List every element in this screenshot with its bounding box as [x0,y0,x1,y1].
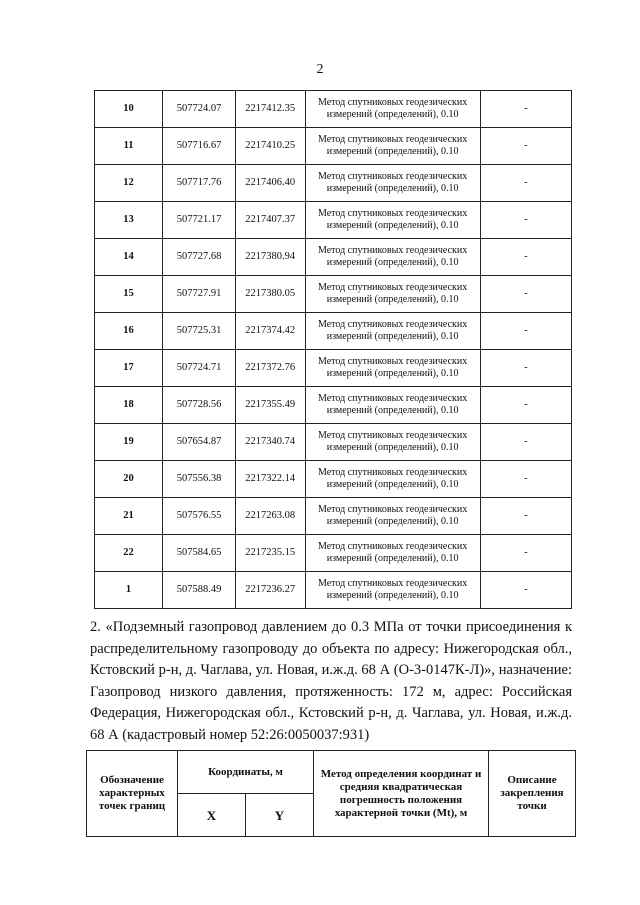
table-row [95,572,572,609]
method-cell: Метод спутниковых геодезических измерений (определений), 0.10 [305,239,480,276]
x-coordinate-cell: 507654.87 [163,424,236,461]
description-cell: - [480,276,571,313]
description-cell: - [480,91,571,128]
header-row-1 [87,751,576,794]
table-row [95,239,572,276]
table-row [95,128,572,165]
x-coordinate-cell: 507728.56 [163,387,236,424]
table-row [95,165,572,202]
description-cell: - [480,387,571,424]
y-coordinate-cell: 2217407.37 [235,202,305,239]
point-number-cell: 22 [95,535,163,572]
table-row [95,387,572,424]
y-coordinate-cell: 2217374.42 [235,313,305,350]
description-cell: - [480,498,571,535]
method-cell: Метод спутниковых геодезических измерений (определений), 0.10 [305,535,480,572]
y-coordinate-cell: 2217340.74 [235,424,305,461]
point-number-cell: 17 [95,350,163,387]
table-row [95,498,572,535]
description-cell: - [480,202,571,239]
point-number-cell: 10 [95,91,163,128]
x-coordinate-cell: 507716.67 [163,128,236,165]
point-number-cell: 11 [95,128,163,165]
y-coordinate-cell: 2217263.08 [235,498,305,535]
header-description: Описание закрепления точки [489,751,576,837]
description-cell: - [480,535,571,572]
method-cell: Метод спутниковых геодезических измерений (определений), 0.10 [305,572,480,609]
point-number-cell: 14 [95,239,163,276]
coordinates-table-body [95,91,572,609]
description-cell: - [480,165,571,202]
x-coordinate-cell: 507724.07 [163,91,236,128]
method-cell: Метод спутниковых геодезических измерений (определений), 0.10 [305,424,480,461]
description-cell: - [480,461,571,498]
header-method: Метод определения координат и средняя квадратическая погрешность положения характерной точки (Mt), м [314,751,489,837]
method-cell: Метод спутниковых геодезических измерений (определений), 0.10 [305,498,480,535]
method-cell: Метод спутниковых геодезических измерений (определений), 0.10 [305,461,480,498]
object-description-paragraph: 2. «Подземный газопровод давлением до 0.3 МПа от точки присоединения к распределительному газопроводу до объекта по адресу: Нижегородская обл., Кстовский р-н, д. Чаглава, ул. Новая, и.ж.д. 68 А (О-3-0147К-Л)», назначение: Газопровод низкого давления, протяженность: 172 м, адрес: Российская Федерация, Нижегородская обл., Кстовский р-н, д. Чаглава, ул. Новая, и.ж.д. 68 А (кадастровый номер 52:26:0050037:931) [90,619,572,743]
method-cell: Метод спутниковых геодезических измерений (определений), 0.10 [305,165,480,202]
table-row [95,202,572,239]
description-cell: - [480,239,571,276]
point-number-cell: 13 [95,202,163,239]
y-coordinate-cell: 2217235.15 [235,535,305,572]
description-cell: - [480,128,571,165]
y-coordinate-cell: 2217412.35 [235,91,305,128]
x-coordinate-cell: 507588.49 [163,572,236,609]
coordinates-table [94,90,572,609]
x-coordinate-cell: 507727.91 [163,276,236,313]
method-cell: Метод спутниковых геодезических измерений (определений), 0.10 [305,387,480,424]
method-cell: Метод спутниковых геодезических измерений (определений), 0.10 [305,202,480,239]
description-cell: - [480,350,571,387]
point-number-cell: 16 [95,313,163,350]
table-row [95,276,572,313]
header-y: Y [246,794,314,837]
x-coordinate-cell: 507727.68 [163,239,236,276]
table-row [95,313,572,350]
point-number-cell: 20 [95,461,163,498]
x-coordinate-cell: 507576.55 [163,498,236,535]
description-cell: - [480,572,571,609]
method-cell: Метод спутниковых геодезических измерений (определений), 0.10 [305,128,480,165]
y-coordinate-cell: 2217322.14 [235,461,305,498]
table-row [95,424,572,461]
x-coordinate-cell: 507725.31 [163,313,236,350]
point-number-cell: 21 [95,498,163,535]
point-number-cell: 19 [95,424,163,461]
table-row [95,461,572,498]
point-number-cell: 18 [95,387,163,424]
table-row [95,535,572,572]
x-coordinate-cell: 507717.76 [163,165,236,202]
x-coordinate-cell: 507721.17 [163,202,236,239]
method-cell: Метод спутниковых геодезических измерений (определений), 0.10 [305,276,480,313]
method-cell: Метод спутниковых геодезических измерений (определений), 0.10 [305,350,480,387]
y-coordinate-cell: 2217236.27 [235,572,305,609]
y-coordinate-cell: 2217372.76 [235,350,305,387]
header-x: X [178,794,246,837]
y-coordinate-cell: 2217406.40 [235,165,305,202]
description-cell: - [480,313,571,350]
y-coordinate-cell: 2217355.49 [235,387,305,424]
point-number-cell: 12 [95,165,163,202]
point-number-cell: 1 [95,572,163,609]
method-cell: Метод спутниковых геодезических измерений (определений), 0.10 [305,313,480,350]
x-coordinate-cell: 507584.65 [163,535,236,572]
y-coordinate-cell: 2217410.25 [235,128,305,165]
table-row [95,91,572,128]
coordinates-header-table [86,750,576,837]
description-cell: - [480,424,571,461]
y-coordinate-cell: 2217380.94 [235,239,305,276]
header-point-label: Обозначение характерных точек границ [87,751,178,837]
header-coordinates: Координаты, м [178,751,314,794]
method-cell: Метод спутниковых геодезических измерений (определений), 0.10 [305,91,480,128]
table-row [95,350,572,387]
point-number-cell: 15 [95,276,163,313]
x-coordinate-cell: 507724.71 [163,350,236,387]
x-coordinate-cell: 507556.38 [163,461,236,498]
y-coordinate-cell: 2217380.05 [235,276,305,313]
page-number: 2 [316,62,324,77]
